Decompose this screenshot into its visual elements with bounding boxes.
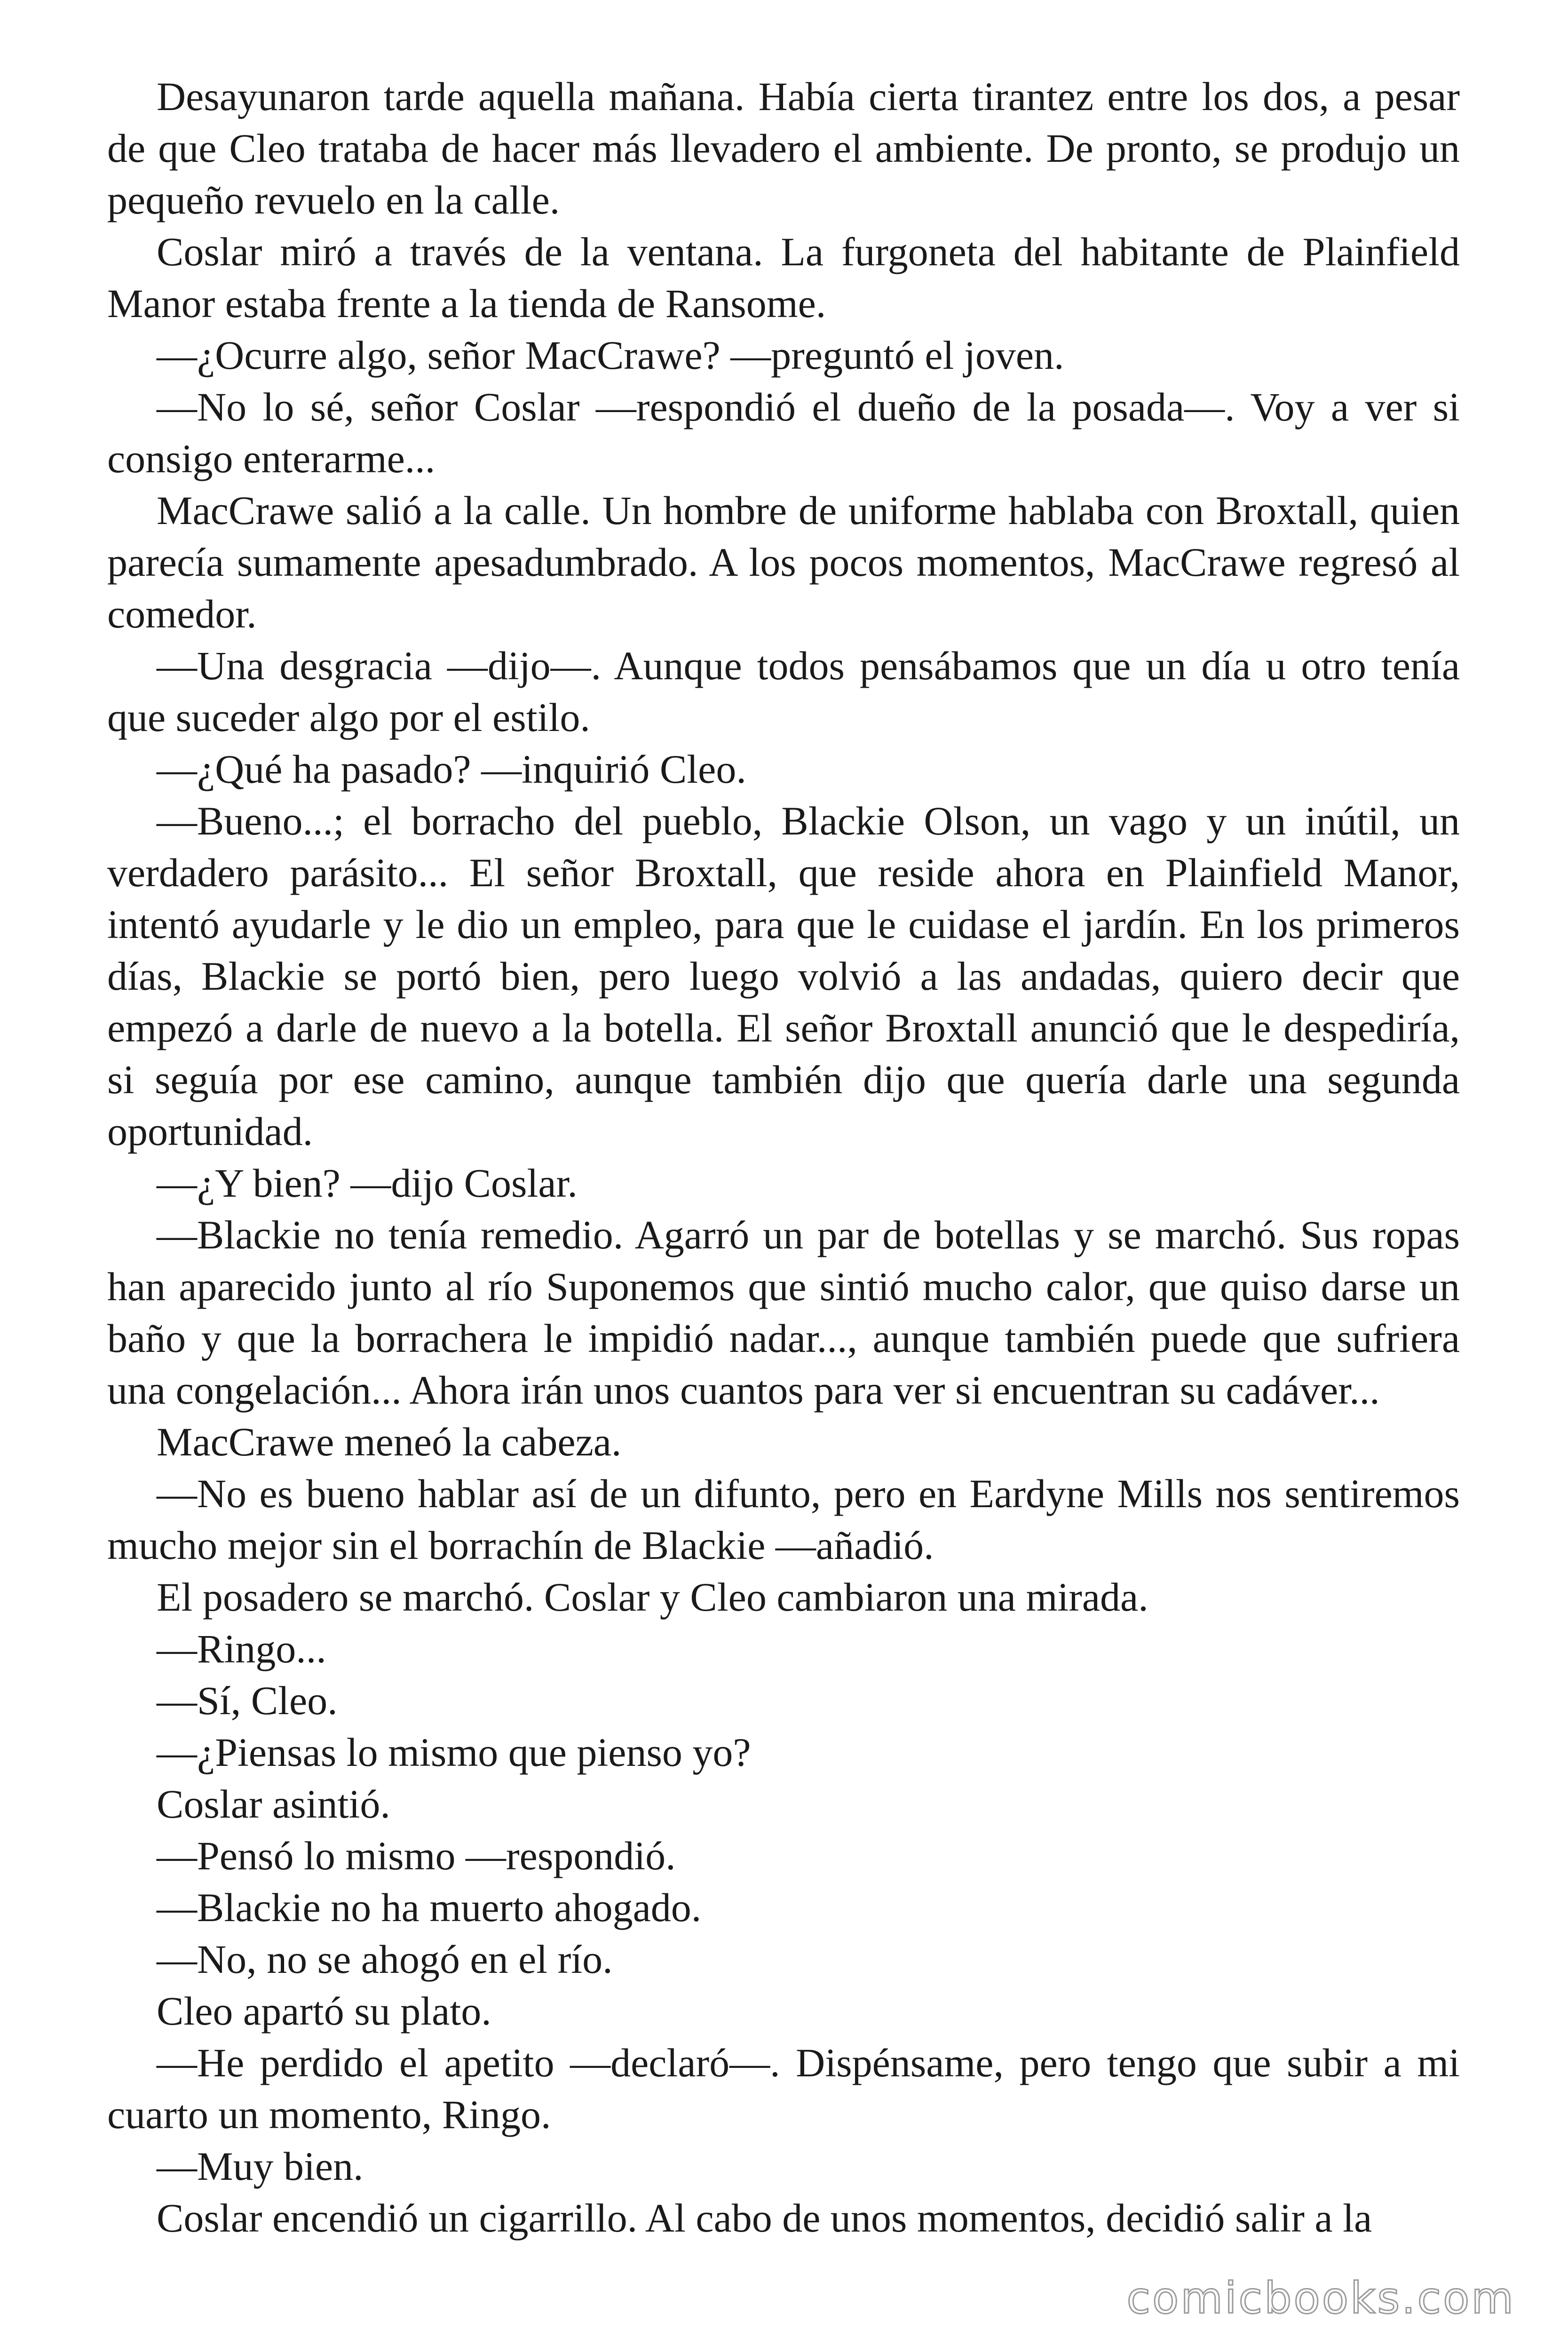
- paragraph: —No lo sé, señor Coslar —respondió el dueño de la posada—. Voy a ver si consigo enterarme...: [107, 384, 1460, 481]
- paragraph: —Bueno...; el borracho del pueblo, Blackie Olson, un vago y un inútil, un verdadero parásito... El señor Broxtall, que reside ahora en Plainfield Manor, intentó ayudarle y le dio un empleo, para que le cuidase el jardín. En los primeros días, Blackie se portó bien, pero luego volvió a las andadas, quiero decir que empezó a darle de nuevo a la botella. El señor Broxtall anunció que le despediría, si seguía por ese camino, aunque también dijo que quería darle una segunda oportunidad.: [107, 798, 1460, 1154]
- watermark: comicbooks.com: [1126, 2273, 1515, 2323]
- paragraph: —No es bueno hablar así de un difunto, pero en Eardyne Mills nos sentiremos mucho mejor sin el borrachín de Blackie —añadió.: [107, 1471, 1460, 1568]
- paragraph: Coslar miró a través de la ventana. La furgoneta del habitante de Plainfield Manor estaba frente a la tienda de Ransome.: [107, 229, 1460, 326]
- paragraph: —¿Qué ha pasado? —inquirió Cleo.: [157, 747, 746, 792]
- paragraph: —No, no se ahogó en el río.: [157, 1937, 613, 1982]
- paragraph: —Muy bien.: [157, 2144, 364, 2189]
- paragraph: —Una desgracia —dijo—. Aunque todos pensábamos que un día u otro tenía que suceder algo por el estilo.: [107, 643, 1460, 740]
- paragraph: Coslar asintió.: [157, 1781, 390, 1827]
- paragraph: —Sí, Cleo.: [157, 1678, 338, 1723]
- paragraph: —¿Piensas lo mismo que pienso yo?: [157, 1730, 751, 1775]
- paragraph: MacCrawe meneó la cabeza.: [157, 1419, 622, 1464]
- body-text: [107, 71, 1460, 2244]
- paragraph: —Pensó lo mismo —respondió.: [157, 1833, 676, 1878]
- paragraph: Desayunaron tarde aquella mañana. Había cierta tirantez entre los dos, a pesar de que Cleo trataba de hacer más llevadero el ambiente. De pronto, se produjo un pequeño revuelo en la calle.: [107, 74, 1460, 222]
- paragraph: —¿Y bien? —dijo Coslar.: [157, 1160, 578, 1206]
- paragraph: —¿Ocurre algo, señor MacCrawe? —preguntó el joven.: [157, 333, 1064, 378]
- paragraph: El posadero se marchó. Coslar y Cleo cambiaron una mirada.: [157, 1574, 1148, 1620]
- paragraph: —Blackie no ha muerto ahogado.: [157, 1885, 702, 1930]
- paragraph: —Ringo...: [157, 1626, 326, 1671]
- paragraph: MacCrawe salió a la calle. Un hombre de uniforme hablaba con Broxtall, quien parecía sumamente apesadumbrado. A los pocos momentos, MacCrawe regresó al comedor.: [107, 488, 1460, 636]
- paragraph: —He perdido el apetito —declaró—. Dispénsame, pero tengo que subir a mi cuarto un momento, Ringo.: [107, 2040, 1460, 2137]
- paragraph: Coslar encendió un cigarrillo. Al cabo de unos momentos, decidió salir a la: [157, 2195, 1372, 2241]
- paragraph: —Blackie no tenía remedio. Agarró un par de botellas y se marchó. Sus ropas han aparecido junto al río Suponemos que sintió mucho calor, que quiso darse un baño y que la borrachera le impidió nadar..., aunque también puede que sufriera una congelación... Ahora irán unos cuantos para ver si encuentran su cadáver...: [107, 1212, 1460, 1413]
- paragraph: Cleo apartó su plato.: [157, 1988, 491, 2034]
